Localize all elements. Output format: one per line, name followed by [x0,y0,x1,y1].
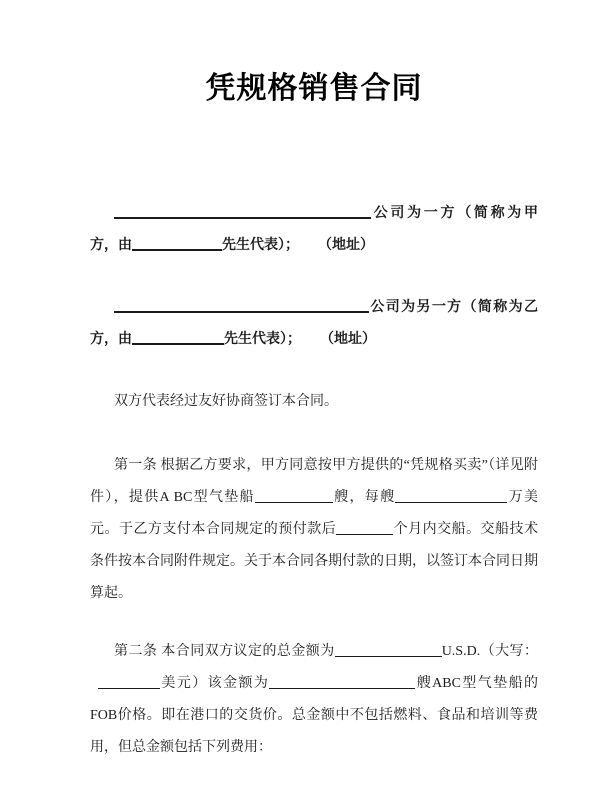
party-a-rep-prefix: 由 [118,238,132,253]
blank-price-per-ship [395,488,507,503]
blank-amount-in-words [98,674,160,689]
party-b-company-suffix: 公司为另一方（简称为乙方， [90,300,538,347]
blank-party-a-company [114,203,371,219]
article-1-paragraph [90,450,538,610]
document-title: 凭规格销售合同 [205,72,423,105]
article-1-seg4: 个月内交船。交船技术条件按本合同附件规定。关于本合同各期付款的日期，以签订本合同日期算起。 [90,522,539,601]
preamble-paragraph [90,386,538,418]
article-1-seg1: 第一条 根据乙方要求，甲方同意按甲方提供的“凭规格买卖”（详见附件），提供A BC型气垫船 [90,458,538,505]
blank-ship-quantity [255,488,333,503]
party-a-address-label: （地址） [325,238,374,253]
party-b-rep-prefix: 由 [118,332,132,347]
article-2-paragraph [90,636,538,764]
blank-fob-ship-quantity [269,674,415,689]
preamble-text: 双方代表经过友好协商签订本合同。 [114,394,338,409]
party-a-paragraph [90,198,538,262]
party-b-rep-suffix: 先生代表）； [224,332,301,347]
article-1-seg3: 万美元。于乙方支付本合同规定的预付款后 [90,490,539,537]
article-2-seg2: U.S.D.（大写： [441,644,538,659]
party-a-rep-suffix: 先生代表）； [222,238,299,253]
article-2-seg1: 第二条 本合同双方议定的总金额为 [114,644,335,659]
article-2-seg3: 美元）该金额为 [160,676,270,691]
article-1-seg2: 艘，每艘 [332,490,396,505]
blank-party-b-representative [132,329,224,345]
article-2-seg4: 艘ABC型气垫船的FOB价格。即在港口的交货价。总金额中不包括燃料、食品和培训等费用，但总金额包括下列费用： [90,676,538,755]
blank-party-b-company [114,297,369,313]
party-a-company-suffix: 公司为一方（简称为甲方， [90,206,538,253]
blank-delivery-months [336,520,393,535]
party-b-address-label: （地址） [327,332,376,347]
party-b-paragraph [90,292,538,356]
blank-total-amount [335,642,442,657]
blank-party-a-representative [132,235,222,251]
